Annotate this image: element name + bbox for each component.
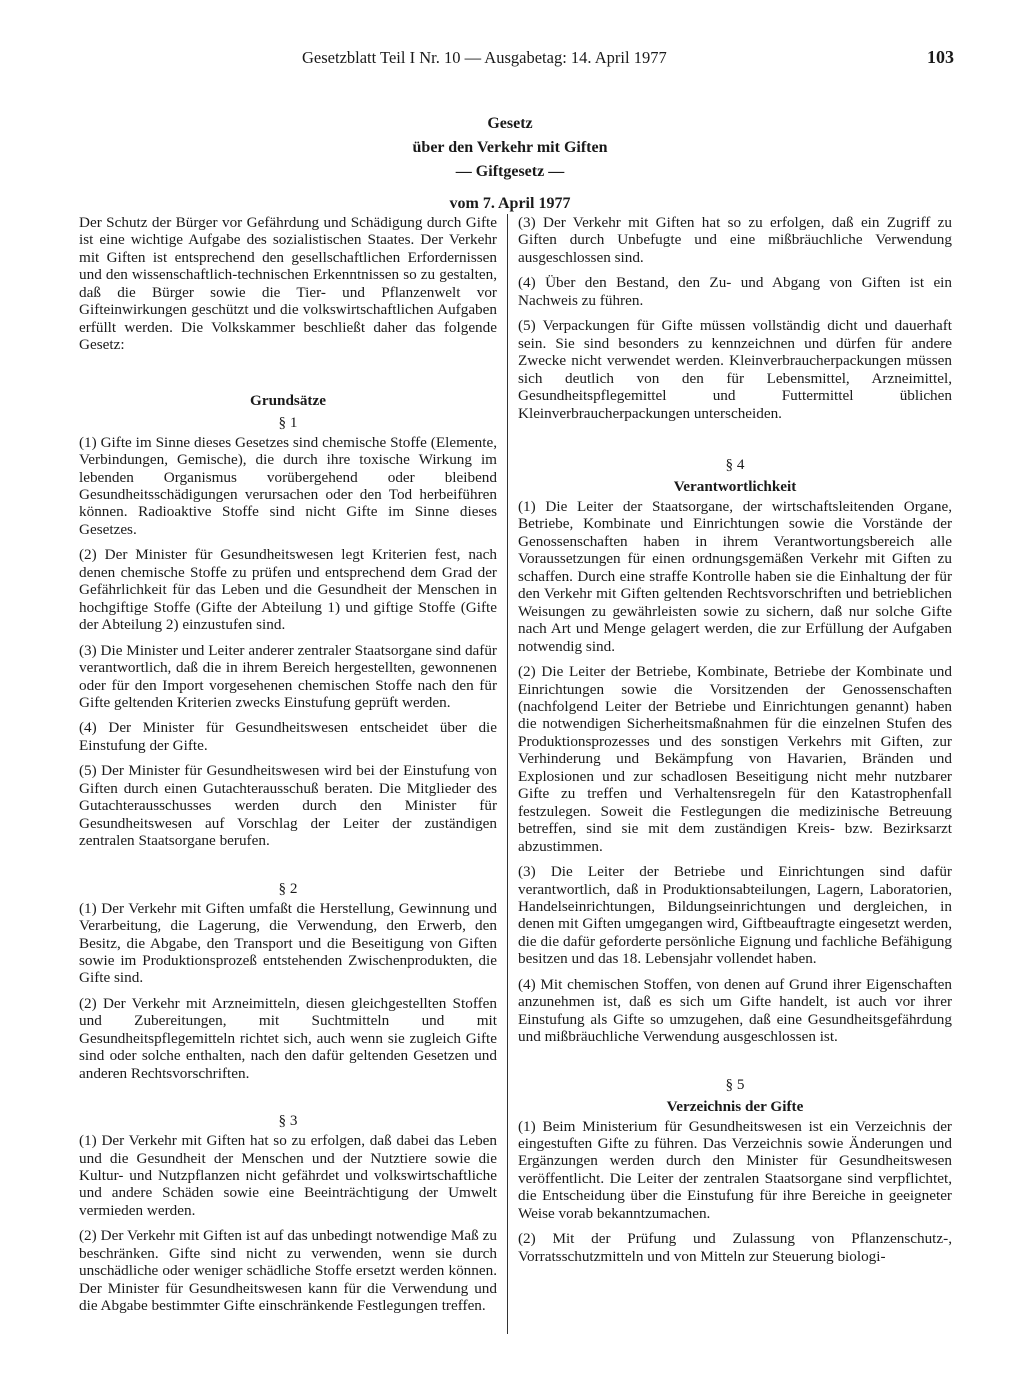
running-title: Gesetzblatt Teil I Nr. 10 — Ausgabetag: 14. April 1977 bbox=[302, 48, 667, 67]
section-4-para-1: (1) Die Leiter der Staatsorgane, der wirtschaftsleitenden Organe, Betriebe, Kombinate und Einrichtungen sowie die Vorstände der Genossenschaften haben in ihrem Verantwortungsbereich alle Voraussetzungen für einen ordnungsgemäßen Verkehr mit Giften zu schaffen. Durch eine straffe Kontrolle haben sie die Einhaltung der für den Verkehr mit Giften geltenden Rechtsvorschriften und betrieblichen Weisungen zu gewährleisten sowie zu sichern, daß nur solche Gifte nach Art und Menge gelagert werden, die zur Erfüllung der Aufgaben notwendig sind. bbox=[518, 497, 952, 655]
section-5-para-1: (1) Beim Ministerium für Gesundheitswesen ist ein Verzeichnis der eingestuften Gifte zu führen. Das Verzeichnis sowie Änderungen und Ergänzungen werden durch den Minister für Gesundheitswesen veröffentlicht. Die Leiter der zentralen Staatsorgane sind verpflichtet, die Entscheidung über die Einstufung für ihre Bereiche in geeigneter Weise vorab bekanntzumachen. bbox=[518, 1117, 952, 1222]
section-3-para-5: (5) Verpackungen für Gifte müssen vollständig dicht und dauerhaft sein. Sie sind besonders zu kennzeichnen und dürfen für andere Zwecke nicht verwendet werden. Kleinverbraucherpackungen müssen sich deutlich von den für Lebensmittel, Arzneimittel, Gesundheitspflegemittel und Futtermittel üblichen Kleinverbraucherpackungen unterscheiden. bbox=[518, 317, 952, 422]
law-title bbox=[200, 112, 820, 216]
running-header bbox=[64, 48, 954, 70]
heading-verantwortlichkeit: Verantwortlichkeit bbox=[673, 477, 797, 495]
section-5-label: § 5 bbox=[725, 1075, 745, 1093]
section-2-para-1: (1) Der Verkehr mit Giften umfaßt die Herstellung, Gewinnung und Verarbeitung, die Lagerung, die Verwendung, den Erwerb, den Besitz, die Abgabe, den Transport und die Beseitigung von Giften sowie im Produktionsprozeß entstehenden Zwischenprodukten, die Gifte sind. bbox=[79, 899, 497, 987]
section-4-para-3: (3) Die Leiter der Betriebe und Einrichtungen sind dafür verantwortlich, daß in Produktionsabteilungen, Lagern, Laboratorien, Handelseinrichtungen, Bildungseinrichtungen und dergleichen, in denen mit Giften umgegangen wird, Giftbeauftragte eingesetzt werden, die die dafür geforderte persönliche Eignung und fachliche Befähigung besitzen und das 18. Lebensjahr vollendet haben. bbox=[518, 863, 952, 968]
section-2-para-2: (2) Der Verkehr mit Arzneimitteln, diesen gleichgestellten Stoffen und Zubereitungen, mit Suchtmitteln und mit Gesundheitspflegemitteln richtet sich, auch wenn sie zugleich Gifte sind oder solche enthalten, nach den dafür geltenden Gesetzen und anderen Rechtsvorschriften. bbox=[79, 994, 497, 1082]
section-1-para-4: (4) Der Minister für Gesundheitswesen entscheidet über die Einstufung der Gifte. bbox=[79, 719, 497, 754]
section-1-para-2: (2) Der Minister für Gesundheitswesen legt Kriterien fest, nach denen chemische Stoffe zu prüfen und entsprechend dem Grad der Gefährlichkeit für das Leben und die Gesundheit der Menschen in hochgiftige Stoffe (Gifte der Abteilung 1) und giftige Stoffe (Gifte der Abteilung 2) einzustufen sind. bbox=[79, 546, 497, 634]
section-4-label: § 4 bbox=[725, 455, 745, 473]
section-1-para-1: (1) Gifte im Sinne dieses Gesetzes sind chemische Stoffe (Elemente, Verbindungen, Gemische), die durch ihre toxische Wirkung im lebenden Organismus vorübergehend oder bleibend Gesundheitsschädigungen verursachen oder den Tod herbeiführen können. Radioaktive Stoffe sind nicht Gifte im Sinne dieses Gesetzes. bbox=[79, 433, 497, 538]
right-column bbox=[518, 214, 952, 1273]
left-column bbox=[79, 214, 497, 1323]
page-number: 103 bbox=[927, 47, 954, 67]
section-4-para-2: (2) Die Leiter der Betriebe, Kombinate, Betriebe der Kombinate und Einrichtungen sowie die Vorsitzenden der Genossenschaften (nachfolgend Leiter der Betriebe und Einrichtungen genannt) haben die notwendigen Sicherheitsmaßnahmen für die einzelnen Stufen des Produktionsprozesses und des sonstigen Verkehrs mit Giften, zur Verhinderung und Bekämpfung von Havarien, Bränden und Explosionen und zur schadlosen Beseitigung nicht mehr nutzbarer Gifte zu treffen und Verhaltensregeln für den Katastrophenfall festzulegen. Soweit die Festlegungen die medizinische Betreuung betreffen, sind sie mit dem zuständigen Kreis- bzw. Bezirksarzt abzustimmen. bbox=[518, 663, 952, 855]
section-3-label: § 3 bbox=[278, 1112, 298, 1130]
title-date: vom 7. April 1977 bbox=[449, 195, 571, 212]
section-1-para-5: (5) Der Minister für Gesundheitswesen wird bei der Einstufung von Giften durch einen Gutachterausschuß beraten. Die Mitglieder des Gutachterausschusses werden durch den Minister für Gesundheitswesen auf Vorschlag der Leiter der zuständigen zentralen Staatsorgane berufen. bbox=[79, 762, 497, 850]
title-short-name: — Giftgesetz — bbox=[455, 163, 565, 180]
section-4-para-4: (4) Mit chemischen Stoffen, von denen auf Grund ihrer Eigenschaften anzunehmen ist, daß es sich um Gifte handelt, ist auch vor ihrer Einstufung als Gifte so umzugehen, daß eine Gesundheitsgefährdung und mißbräuchliche Verwendung ausgeschlossen ist. bbox=[518, 975, 952, 1046]
section-5-para-2: (2) Mit der Prüfung und Zulassung von Pflanzenschutz-, Vorratsschutzmitteln und von Mitteln zur Steuerung biologi- bbox=[518, 1230, 952, 1265]
column-divider bbox=[507, 214, 508, 1334]
section-2-label: § 2 bbox=[278, 879, 298, 897]
title-subject: über den Verkehr mit Giften bbox=[412, 139, 608, 156]
preamble: Der Schutz der Bürger vor Gefährdung und Schädigung durch Gifte ist eine wichtige Aufgabe des sozialistischen Staates. Der Verkehr mit Giften ist entsprechend den gesellschaftlichen Erfordernissen und den wissenschaftlich-technischen Erkenntnissen so zu gestalten, daß die Bürger sowie die Tier- und Pflanzenwelt vor Gifteinwirkungen geschützt und die volkswirtschaftlichen Aufgaben erfüllt werden. Die Volkskammer beschließt daher das folgende Gesetz: bbox=[79, 214, 497, 354]
section-3-para-3: (3) Der Verkehr mit Giften hat so zu erfolgen, daß ein Zugriff zu Giften durch Unbefugte und eine mißbräuchliche Verwendung ausgeschlossen sind. bbox=[518, 214, 952, 266]
section-3-para-4: (4) Über den Bestand, den Zu- und Abgang von Giften ist ein Nachweis zu führen. bbox=[518, 274, 952, 309]
heading-verzeichnis: Verzeichnis der Gifte bbox=[666, 1097, 804, 1115]
section-1-para-3: (3) Die Minister und Leiter anderer zentraler Staatsorgane sind dafür verantwortlich, daß die in ihrem Bereich hergestellten, gewonnenen oder für den Import vorgesehenen chemischen Stoffe nach den für Gifte geltenden Kriterien zwecks Einstufung geprüft werden. bbox=[79, 641, 497, 711]
title-gesetz: Gesetz bbox=[487, 115, 533, 132]
heading-grundsaetze: Grundsätze bbox=[250, 391, 326, 409]
section-3-para-2: (2) Der Verkehr mit Giften ist auf das unbedingt notwendige Maß zu beschränken. Gifte sind nicht zu verwenden, wenn sie durch unschädliche oder weniger schädliche Stoffe ersetzt werden können. Der Minister für Gesundheitswesen kann für die Verwendung und die Abgabe bestimmter Gifte einschränkende Festlegungen treffen. bbox=[79, 1227, 497, 1315]
section-3-para-1: (1) Der Verkehr mit Giften hat so zu erfolgen, daß dabei das Leben und die Gesundheit der Menschen und der Nutztiere sowie die Kultur- und Nutzpflanzen nicht gefährdet und volkswirtschaftliche und andere Schäden sowie eine Beeinträchtigung der Umwelt vermieden werden. bbox=[79, 1132, 497, 1219]
section-1-label: § 1 bbox=[278, 413, 298, 431]
